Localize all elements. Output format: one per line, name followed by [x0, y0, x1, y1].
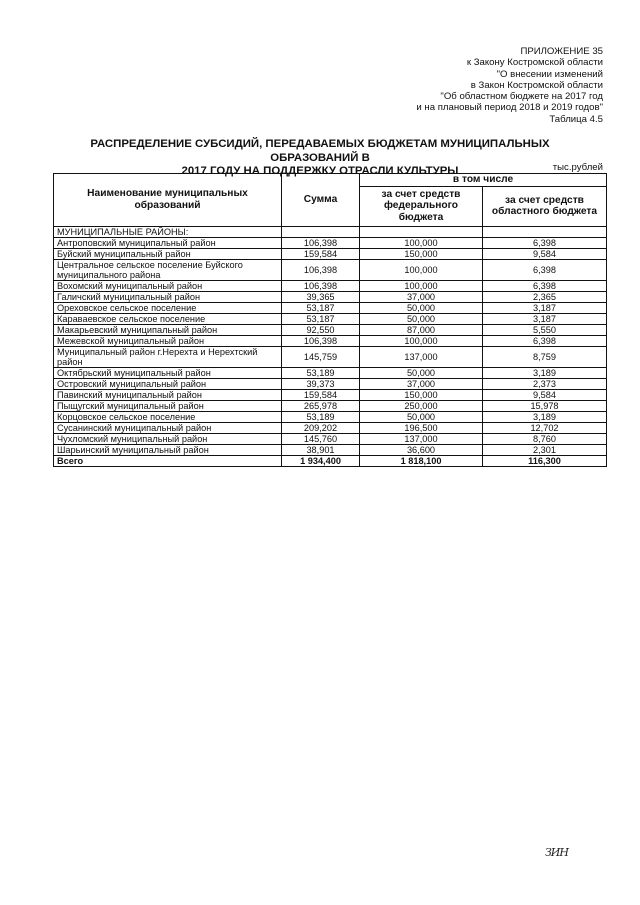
title-line-2: 2017 ГОДУ НА ПОДДЕРЖКУ ОТРАСЛИ КУЛЬТУРЫ — [181, 165, 459, 177]
cell-sum: 1 934,400 — [282, 455, 360, 466]
cell-federal: 196,500 — [360, 422, 483, 433]
cell-name: Межевской муниципальный район — [54, 335, 282, 346]
cell-federal: 100,000 — [360, 259, 483, 280]
table-row — [54, 291, 607, 302]
cell-sum: 145,760 — [282, 433, 360, 444]
cell-name: Пыщугский муниципальный район — [54, 400, 282, 411]
cell-sum: 53,189 — [282, 367, 360, 378]
column-header-group: в том числе — [360, 174, 607, 187]
cell-regional: 116,300 — [483, 455, 607, 466]
cell-sum: 53,189 — [282, 411, 360, 422]
appendix-number: ПРИЛОЖЕНИЕ 35 — [520, 46, 603, 57]
column-header-name: Наименование муниципальных образований — [54, 174, 282, 227]
table-row — [54, 411, 607, 422]
document-header — [303, 46, 603, 125]
cell-regional: 3,187 — [483, 313, 607, 324]
table-row — [54, 378, 607, 389]
header-line: к Закону Костромской области — [466, 57, 603, 69]
table-row — [54, 324, 607, 335]
cell-regional: 9,584 — [483, 248, 607, 259]
cell-name: Всего — [54, 455, 282, 466]
cell-name: Павинский муниципальный район — [54, 389, 282, 400]
cell-name: Муниципальный район г.Нерехта и Нерехтский район — [54, 346, 282, 367]
title-line-1: РАСПРЕДЕЛЕНИЕ СУБСИДИЙ, ПЕРЕДАВАЕМЫХ БЮДЖЕТАМ МУНИЦИПАЛЬНЫХ ОБРАЗОВАНИЙ В — [90, 138, 550, 164]
cell-regional: 2,373 — [483, 378, 607, 389]
cell-regional: 6,398 — [483, 259, 607, 280]
cell-federal: 150,000 — [360, 389, 483, 400]
cell-federal: 87,000 — [360, 324, 483, 335]
table-row — [54, 237, 607, 248]
cell-sum: 106,398 — [282, 237, 360, 248]
section-label: МУНИЦИПАЛЬНЫЕ РАЙОНЫ: — [54, 226, 282, 237]
cell-sum: 106,398 — [282, 259, 360, 280]
cell-regional: 3,187 — [483, 302, 607, 313]
table-number: Таблица 4.5 — [549, 113, 603, 125]
cell-federal: 137,000 — [360, 433, 483, 444]
cell-name: Галичский муниципальный район — [54, 291, 282, 302]
cell-regional: 3,189 — [483, 411, 607, 422]
cell-federal: 100,000 — [360, 237, 483, 248]
table-row — [54, 313, 607, 324]
cell-name: Макарьевский муниципальный район — [54, 324, 282, 335]
table-row — [54, 367, 607, 378]
cell-federal: 150,000 — [360, 248, 483, 259]
cell-regional: 6,398 — [483, 237, 607, 248]
table-row — [54, 433, 607, 444]
table-row — [54, 280, 607, 291]
cell-sum: 38,901 — [282, 444, 360, 455]
cell-sum: 159,584 — [282, 389, 360, 400]
cell-federal: 50,000 — [360, 367, 483, 378]
cell-sum: 106,398 — [282, 280, 360, 291]
cell-regional: 2,301 — [483, 444, 607, 455]
cell-federal: 250,000 — [360, 400, 483, 411]
table-row — [54, 346, 607, 367]
cell-federal: 1 818,100 — [360, 455, 483, 466]
cell-federal: 50,000 — [360, 313, 483, 324]
cell-federal: 37,000 — [360, 291, 483, 302]
cell-name: Шарьинский муниципальный район — [54, 444, 282, 455]
cell-sum: 106,398 — [282, 335, 360, 346]
cell-name: Караваевское сельское поселение — [54, 313, 282, 324]
cell-sum: 265,978 — [282, 400, 360, 411]
column-header-regional: за счет средств областного бюджета — [483, 186, 607, 226]
table-row — [54, 389, 607, 400]
table-body — [54, 226, 607, 466]
cell-regional: 15,978 — [483, 400, 607, 411]
header-line: и на плановый период 2018 и 2019 годов" — [416, 102, 603, 114]
cell-regional: 8,760 — [483, 433, 607, 444]
cell-name: Ореховское сельское поселение — [54, 302, 282, 313]
cell-federal: 100,000 — [360, 335, 483, 346]
cell-name: Чухломский муниципальный район — [54, 433, 282, 444]
table-row — [54, 259, 607, 280]
cell-name: Октябрьский муниципальный район — [54, 367, 282, 378]
cell-federal: 50,000 — [360, 411, 483, 422]
cell-regional: 5,550 — [483, 324, 607, 335]
header-line: в Закон Костромской области — [470, 79, 603, 91]
cell-name: Антроповский муниципальный район — [54, 237, 282, 248]
column-header-federal: за счет средств федерального бюджета — [360, 186, 483, 226]
units-label: тыс.рублей — [552, 162, 603, 173]
cell-regional: 6,398 — [483, 280, 607, 291]
table-row — [54, 302, 607, 313]
cell-sum: 53,187 — [282, 302, 360, 313]
cell-federal: 36,600 — [360, 444, 483, 455]
table-row — [54, 335, 607, 346]
subsidy-table — [53, 173, 607, 467]
header-line: "Об областном бюджете на 2017 год — [440, 91, 603, 103]
cell-sum: 159,584 — [282, 248, 360, 259]
cell-sum: 92,550 — [282, 324, 360, 335]
cell-name: Сусанинский муниципальный район — [54, 422, 282, 433]
cell-regional: 8,759 — [483, 346, 607, 367]
table-row — [54, 248, 607, 259]
cell-name: Корцовское сельское поселение — [54, 411, 282, 422]
cell-name: Вохомский муниципальный район — [54, 280, 282, 291]
cell-federal: 37,000 — [360, 378, 483, 389]
cell-regional: 2,365 — [483, 291, 607, 302]
cell-sum: 145,759 — [282, 346, 360, 367]
cell-regional: 3,189 — [483, 367, 607, 378]
cell-regional: 6,398 — [483, 335, 607, 346]
section-row — [54, 226, 607, 237]
cell-federal: 100,000 — [360, 280, 483, 291]
cell-federal: 137,000 — [360, 346, 483, 367]
cell-sum: 53,187 — [282, 313, 360, 324]
cell-sum: 209,202 — [282, 422, 360, 433]
page-handwritten-mark: ЗИН — [544, 846, 568, 859]
cell-sum: 39,365 — [282, 291, 360, 302]
cell-regional: 12,702 — [483, 422, 607, 433]
cell-name: Центральное сельское поселение Буйского муниципального района — [54, 259, 282, 280]
table-row — [54, 444, 607, 455]
table-row — [54, 422, 607, 433]
header-line: "О внесении изменений — [496, 68, 603, 80]
cell-regional: 9,584 — [483, 389, 607, 400]
column-header-sum: Сумма — [282, 174, 360, 227]
cell-federal: 50,000 — [360, 302, 483, 313]
cell-name: Буйский муниципальный район — [54, 248, 282, 259]
table-row — [54, 400, 607, 411]
cell-name: Островский муниципальный район — [54, 378, 282, 389]
total-row — [54, 455, 607, 466]
cell-sum: 39,373 — [282, 378, 360, 389]
